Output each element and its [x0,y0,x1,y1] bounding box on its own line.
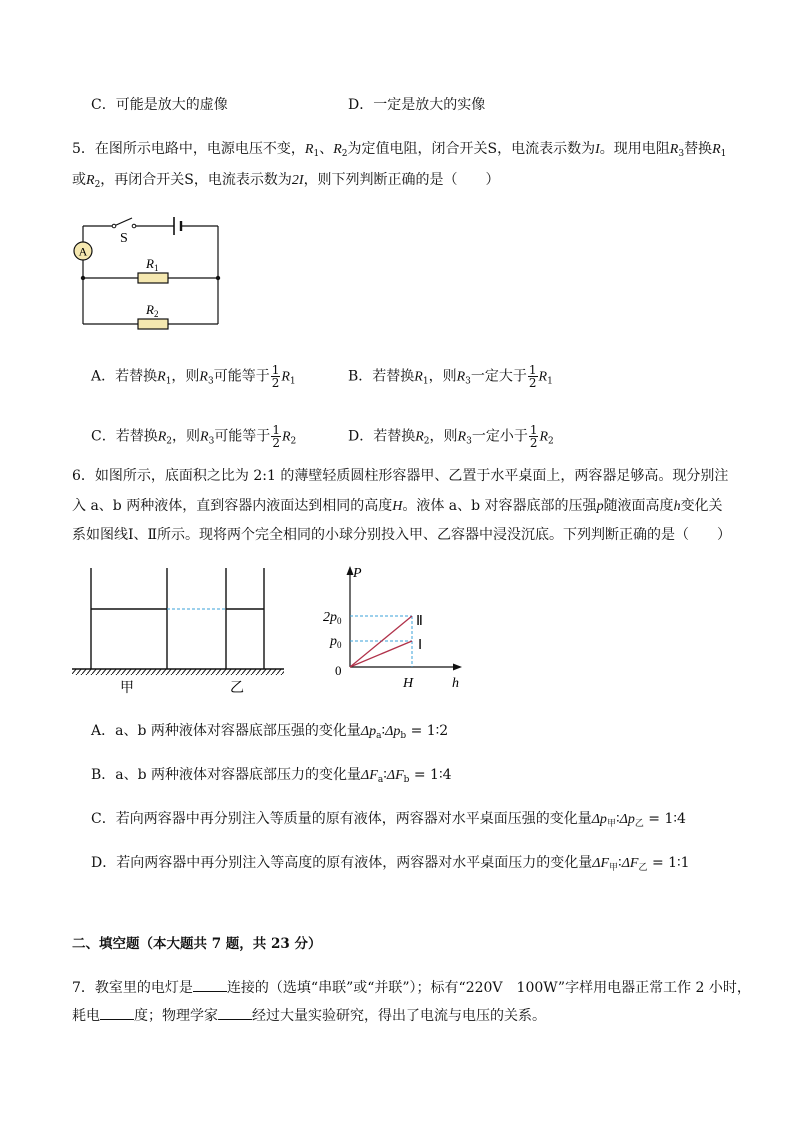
q6-stem-line3: 系如图线Ⅰ、Ⅱ所示。现将两个完全相同的小球分别投入甲、乙容器中浸没沉底。下列判断正确的是（ ） [72,527,732,543]
q6-stem-line2: 入 a、b 两种液体，直到容器内液面达到相同的高度H。液体 a、b 对容器底部的压强p随液面高度h变化关 [72,498,723,514]
ammeter-label: A [78,244,88,259]
switch-pivot [112,224,116,228]
resistor-r1 [138,273,168,283]
blank-1[interactable] [193,977,227,992]
axis-p-label: P [353,566,362,581]
fraction-one-half: $\frac{1}{2}$ [529,423,538,450]
fraction-one-half: $\frac{1}{2}$ [272,423,280,450]
q6-option-d: D．若向两容器中再分别注入等高度的原有液体，两容器对水平桌面压力的变化量$\Delta F_甲∶\Delta F_乙$ = 1∶1 [91,855,690,873]
q6-containers-diagram [72,566,287,701]
switch-label: S [120,231,128,246]
q5-option-b: B．若替换$R_1$，则$R_3$一定大于 $\frac{1}{2}$ $R_1$ [348,363,553,390]
container-yi-label: 乙 [230,681,244,696]
junction-left [81,276,85,280]
r1-label: $R_1$ [146,256,159,273]
origin-label: 0 [335,663,342,678]
q5-option-c: C．若替换$R_2$，则$R_3$可能等于 $\frac{1}{2}$ $R_2$ [91,423,297,450]
fraction-one-half: $\frac{1}{2}$ [271,363,280,390]
q7-line2: 耗电 度；物理学家 经过大量实验研究，得出了电流与电压的关系。 [72,1005,546,1025]
section-2-heading: 二、填空题（本大题共 7 题，共 23 分） [72,936,322,952]
blank-2[interactable] [100,1005,134,1020]
q7-line1: 7．教室里的电灯是 连接的（选填“串联”或“并联”）；标有“220V 100W”字样用电器正常工作 2 小时， [72,977,751,997]
q4-option-d: D．一定是放大的实像 [348,97,486,113]
q5-stem-line2: 或$R_2$，再闭合开关S，电流表示数为2I，则下列判断正确的是（ ） [72,172,500,190]
fraction-one-half: $\frac{1}{2}$ [528,363,537,390]
blank-3[interactable] [218,1005,252,1020]
table-surface-hatch [72,669,284,675]
q5-stem-line1: 5．在图所示电路中，电源电压不变，$R_1$、$R_2$为定值电阻，闭合开关S，电流表示数为I。现用电阻$R_3$替换$R_1$ [72,141,727,159]
container-jia-label: 甲 [120,681,134,696]
q6-option-b: B．a、b 两种液体对容器底部压力的变化量$\Delta F_a∶\Delta F_b$ = 1∶4 [91,767,452,785]
junction-right [216,276,220,280]
line-label-ii: Ⅱ [416,614,423,629]
q6-option-c: C．若向两容器中再分别注入等质量的原有液体，两容器对水平桌面压强的变化量$\Delta p_甲∶\Delta p_乙$ = 1∶4 [91,811,686,829]
axis-h-label: h [452,676,459,691]
tick-H: H [403,676,414,691]
switch-contact [132,224,136,228]
q6-option-a: A．a、b 两种液体对容器底部压强的变化量$\Delta p_a∶\Delta p_b$ = 1∶2 [91,723,449,741]
q5-option-d: D．若替换$R_2$，则$R_3$一定小于 $\frac{1}{2}$ $R_2$ [348,423,554,450]
line-label-i: Ⅰ [418,638,423,653]
resistor-r2 [138,319,168,329]
graph-line-i [350,641,412,667]
q5-circuit-diagram [70,210,230,330]
q6-stem-line1: 6．如图所示，底面积之比为 2:1 的薄壁轻质圆柱形容器甲、乙置于水平桌面上，两容器足够高。现分别注 [72,468,729,484]
tick-p0: $p_0$ [330,634,342,650]
r2-label: $R_2$ [146,302,159,319]
q5-option-a: A．若替换$R_1$，则$R_3$可能等于 $\frac{1}{2}$ $R_1$ [91,363,296,390]
q4-option-c: C．可能是放大的虚像 [91,97,228,113]
q6-pressure-graph [322,563,472,693]
tick-2p0: $2p_0$ [323,610,342,626]
